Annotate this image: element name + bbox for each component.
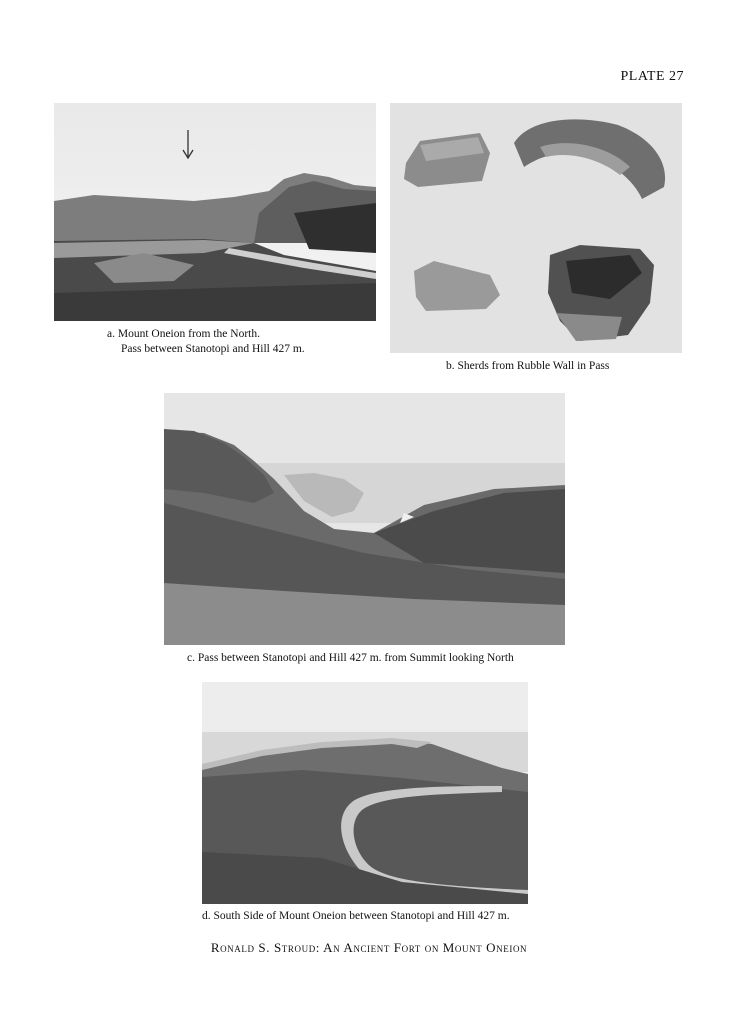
caption-b: b. Sherds from Rubble Wall in Pass	[446, 360, 610, 372]
photo-south-side	[202, 682, 528, 904]
caption-c: c. Pass between Stanotopi and Hill 427 m. from Summit looking North	[187, 652, 514, 664]
plate-label: PLATE 27	[620, 69, 684, 84]
photo-mount-oneion-from-north	[54, 103, 376, 321]
caption-a-line2: Pass between Stanotopi and Hill 427 m.	[121, 343, 305, 355]
photo-sherds	[390, 103, 682, 353]
caption-d: d. South Side of Mount Oneion between Stanotopi and Hill 427 m.	[202, 910, 510, 922]
footer-text: Ronald S. Stroud: An Ancient Fort on Mount Oneion	[210, 940, 528, 955]
photo-pass-from-summit	[164, 393, 565, 645]
footer-title	[0, 940, 738, 956]
caption-a-line1: a. Mount Oneion from the North.	[107, 328, 260, 340]
